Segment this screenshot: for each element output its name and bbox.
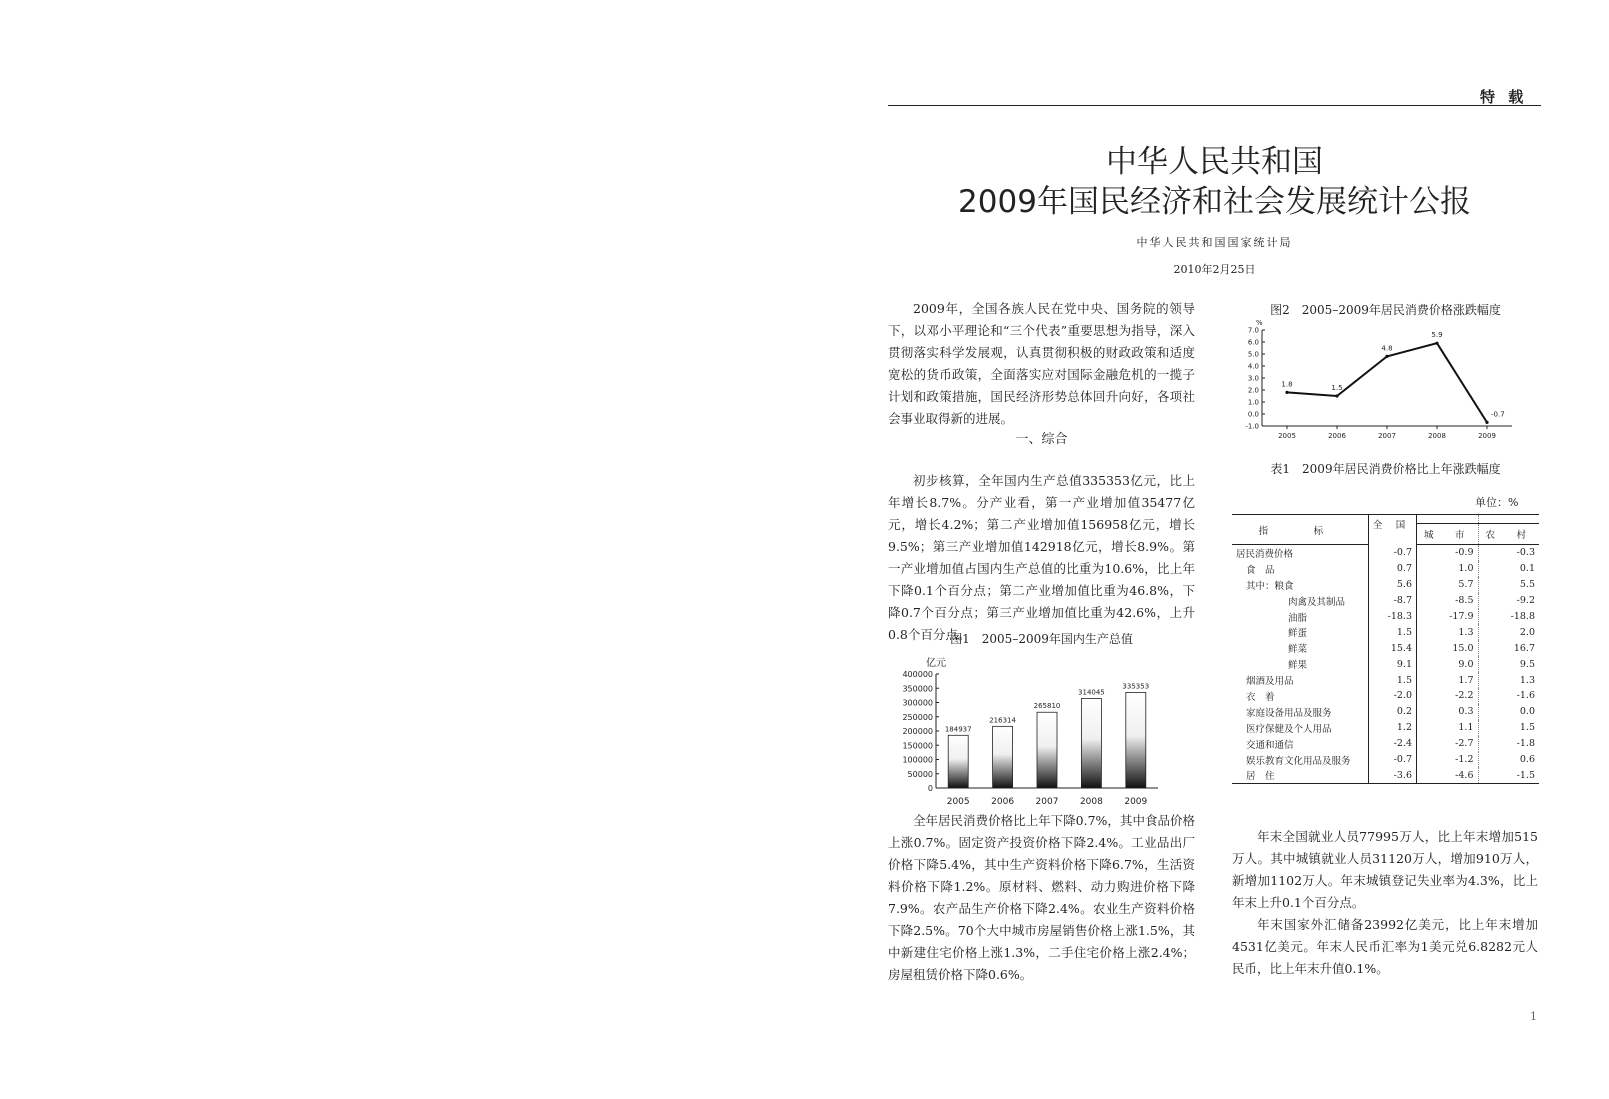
cpi-point <box>1385 355 1388 358</box>
table-row <box>1232 577 1539 593</box>
section-tag: 特 载 <box>1480 88 1528 106</box>
cpi-x-tick-label: 2008 <box>1428 432 1446 440</box>
cell-national: 1.2 <box>1368 720 1416 736</box>
table-row <box>1232 672 1539 688</box>
row-label: 油脂 <box>1232 609 1368 625</box>
table-row <box>1232 656 1539 672</box>
row-label: 居 住 <box>1232 767 1368 783</box>
cell-rural: -1.6 <box>1516 690 1535 702</box>
cell-rural: -1.8 <box>1516 738 1535 750</box>
cpi-y-tick-label: 5.0 <box>1247 350 1259 359</box>
cell-national: 0.2 <box>1368 704 1416 720</box>
table-row <box>1232 609 1539 625</box>
table-row <box>1232 640 1539 656</box>
cell-rural: 5.5 <box>1519 579 1535 591</box>
cell-national: -8.7 <box>1368 593 1416 609</box>
table-row <box>1232 704 1539 720</box>
table-row <box>1232 593 1539 609</box>
gdp-y-tick-label: 400000 <box>902 670 933 679</box>
cell-urban: -2.7 <box>1417 736 1479 752</box>
gdp-bar <box>948 735 968 788</box>
table-row <box>1232 545 1539 561</box>
gdp-bar-value-label: 216314 <box>989 716 1016 725</box>
header-rural: 农 村 <box>1478 524 1539 545</box>
section-heading: 一、综合 <box>1015 432 1068 447</box>
row-label: 肉禽及其制品 <box>1232 593 1368 609</box>
cell-urban: 15.0 <box>1417 640 1479 656</box>
cpi-point <box>1435 342 1438 345</box>
author: 中华人民共和国国家统计局 <box>1136 236 1293 249</box>
header-national: 全 国 <box>1368 515 1416 545</box>
gdp-y-tick-label: 150000 <box>902 741 933 751</box>
gdp-y-tick-label: 200000 <box>902 727 933 736</box>
cpi-x-tick-label: 2005 <box>1278 432 1296 440</box>
row-label: 鲜蛋 <box>1232 624 1368 640</box>
cell-urban: 1.7 <box>1417 672 1479 688</box>
cell-rural: 9.5 <box>1519 658 1535 670</box>
cell-urban: -8.5 <box>1417 593 1479 609</box>
gdp-y-tick-label: 300000 <box>902 698 933 708</box>
cell-national: -18.3 <box>1368 609 1416 625</box>
gdp-x-tick-label: 2006 <box>991 797 1015 807</box>
intro-paragraph: 2009年，全国各族人民在党中央、国务院的领导下，以邓小平理论和“三个代表”重要思想为指导，深入贯彻落实科学发展观，认真贯彻积极的财政政策和适度宽松的货币政策，全面落实应对国际金融危机的一揽子计划和政策措施，国民经济形势总体回升向好，各项社会事业取得新的进展。 <box>888 301 1195 426</box>
cell-national: -2.0 <box>1368 688 1416 704</box>
cell-national: 9.1 <box>1368 656 1416 672</box>
row-label: 居民消费价格 <box>1232 545 1368 561</box>
gdp-x-tick-label: 2008 <box>1079 797 1103 807</box>
cell-national: 15.4 <box>1368 640 1416 656</box>
cpi-x-tick-label: 2009 <box>1478 432 1496 440</box>
cpi-y-tick-label: 2.0 <box>1247 386 1259 395</box>
cpi-value-label: 5.9 <box>1431 331 1443 340</box>
cell-urban: 1.3 <box>1417 624 1479 640</box>
row-label: 医疗保健及个人用品 <box>1232 720 1368 736</box>
header-indicator: 指 标 <box>1232 515 1368 545</box>
gdp-bar-chart <box>888 652 1198 812</box>
cpi-y-tick-label: 6.0 <box>1247 338 1259 347</box>
reserve-paragraph: 年末国家外汇储备23992亿美元，比上年末增加4531亿美元。年末人民币汇率为1美元兑6.8282元人民币，比上年末升值0.1%。 <box>1232 917 1538 976</box>
cpi-point <box>1485 421 1488 424</box>
row-label: 鲜菜 <box>1232 640 1368 656</box>
row-label: 家庭设备用品及服务 <box>1232 704 1368 720</box>
table-row <box>1232 767 1539 783</box>
cell-national: -0.7 <box>1368 752 1416 768</box>
gdp-x-tick-label: 2009 <box>1124 797 1148 807</box>
cpi-y-tick-label: 1.0 <box>1247 398 1259 407</box>
figure1-caption: 图1 2005–2009年国内生产总值 <box>950 632 1133 646</box>
gdp-bar <box>993 726 1013 788</box>
cpi-x-tick-label: 2006 <box>1328 432 1346 440</box>
gdp-y-axis-label: 亿元 <box>926 658 946 669</box>
gdp-y-tick-label: 250000 <box>902 712 933 722</box>
cell-urban: -0.9 <box>1417 545 1479 561</box>
cell-urban: -17.9 <box>1417 609 1479 625</box>
row-label: 鲜果 <box>1232 656 1368 672</box>
table-row <box>1232 624 1539 640</box>
cpi-x-tick-label: 2007 <box>1378 432 1396 440</box>
cell-national: 5.6 <box>1368 577 1416 593</box>
cell-rural: 0.1 <box>1519 563 1535 575</box>
gdp-bar-value-label: 265810 <box>1033 702 1061 711</box>
cpi-y-tick-label: -1.0 <box>1245 422 1259 431</box>
table1-unit: 单位：% <box>1475 496 1519 509</box>
cpi-point <box>1285 391 1288 394</box>
row-label: 烟酒及用品 <box>1232 672 1368 688</box>
gdp-y-tick-label: 50000 <box>907 769 933 779</box>
gdp-y-tick-label: 0 <box>927 784 933 793</box>
cpi-y-axis-label: % <box>1256 319 1263 327</box>
cell-rural: 0.0 <box>1519 706 1535 718</box>
cpi-paragraph: 全年居民消费价格比上年下降0.7%，其中食品价格上涨0.7%。固定资产投资价格下降2.4%。工业品出厂价格下降5.4%，其中生产资料价格下降6.7%，生活资料价格下降1.2%。原材料、燃料、动力购进价格下降7.9%。农产品生产价格下降2.4%。农业生产资料价格下降2.5%。70个大中城市房屋销售价格上涨1.5%，其中新建住宅价格上涨1.3%，二手住宅价格上涨2.4%；房屋租赁价格下降0.6%。 <box>888 813 1195 982</box>
gdp-bar-value-label: 314045 <box>1078 688 1105 697</box>
cell-national: 1.5 <box>1368 624 1416 640</box>
gdp-bar <box>1126 692 1146 788</box>
cell-urban: 1.1 <box>1417 720 1479 736</box>
cell-national: -0.7 <box>1368 545 1416 561</box>
cpi-value-label: 4.8 <box>1381 344 1393 353</box>
cell-rural: 1.5 <box>1519 722 1535 734</box>
gdp-bar <box>1037 712 1057 788</box>
cpi-value-label: 1.8 <box>1281 380 1293 389</box>
cpi-value-label: 1.5 <box>1331 384 1343 392</box>
cell-national: -2.4 <box>1368 736 1416 752</box>
table-row <box>1232 720 1539 736</box>
gdp-bar-value-label: 184937 <box>944 725 972 734</box>
cell-rural: -1.5 <box>1478 767 1539 783</box>
gdp-bar-value-label: 335353 <box>1122 682 1150 691</box>
figure2-caption: 图2 2005–2009年居民消费价格涨跌幅度 <box>1270 303 1501 317</box>
cpi-y-tick-label: 3.0 <box>1247 374 1259 383</box>
table-row <box>1232 736 1539 752</box>
cpi-y-tick-label: 0.0 <box>1247 410 1259 419</box>
cpi-line-chart <box>1232 318 1532 448</box>
row-label: 交通和通信 <box>1232 736 1368 752</box>
cell-urban: 1.0 <box>1417 561 1479 577</box>
gdp-paragraph: 初步核算，全年国内生产总值335353亿元，比上年增长8.7%。分产业看，第一产业增加值35477亿元，增长4.2%；第二产业增加值156958亿元，增长9.5%；第三产业增加值142918亿元，增长8.9%。第一产业增加值占国内生产总值的比重为10.6%，比上年下降0.1个百分点；第二产业增加值比重为46.8%，下降0.7个百分点；第三产业增加值比重为42.6%，上升0.8个百分点。 <box>888 473 1195 642</box>
gdp-x-tick-label: 2007 <box>1035 797 1059 807</box>
cpi-y-tick-label: 4.0 <box>1247 362 1259 371</box>
cpi-y-tick-label: 7.0 <box>1247 326 1259 335</box>
employment-paragraph: 年末全国就业人员77995万人，比上年末增加515万人。其中城镇就业人员31120万人，增加910万人，新增加1102万人。年末城镇登记失业率为4.3%，比上年末上升0.1个百分点。 <box>1232 829 1538 910</box>
cell-rural: 1.3 <box>1519 674 1535 686</box>
cell-rural: -18.8 <box>1510 611 1535 622</box>
publish-date: 2010年2月25日 <box>1173 263 1256 276</box>
cell-national: -3.6 <box>1368 767 1416 783</box>
cpi-table <box>1232 514 1539 784</box>
cell-national: 0.7 <box>1368 561 1416 577</box>
cell-urban: 0.3 <box>1417 704 1479 720</box>
header-rule <box>888 105 1541 106</box>
gdp-y-tick-label: 100000 <box>902 755 933 765</box>
table-row <box>1232 688 1539 704</box>
table1-caption: 表1 2009年居民消费价格比上年涨跌幅度 <box>1270 462 1501 476</box>
cell-national: 1.5 <box>1368 672 1416 688</box>
cell-urban: -4.6 <box>1417 767 1479 783</box>
table-row <box>1232 752 1539 768</box>
cell-urban: 5.7 <box>1417 577 1479 593</box>
page-number: 1 <box>1530 1010 1537 1023</box>
row-label: 食 品 <box>1232 561 1368 577</box>
cpi-point <box>1335 394 1338 397</box>
cell-rural: 0.6 <box>1519 754 1535 766</box>
gdp-bar <box>1081 698 1101 788</box>
cell-urban: -1.2 <box>1417 752 1479 768</box>
row-label: 衣 着 <box>1232 688 1368 704</box>
cell-urban: -2.2 <box>1417 688 1479 704</box>
title-line-2: 2009年国民经济和社会发展统计公报 <box>958 184 1471 220</box>
cell-rural: -0.3 <box>1516 547 1535 559</box>
cpi-value-label: -0.7 <box>1491 410 1505 419</box>
title-line-1: 中华人民共和国 <box>1106 144 1323 180</box>
header-urban: 城 市 <box>1417 524 1479 545</box>
cell-urban: 9.0 <box>1417 656 1479 672</box>
gdp-y-tick-label: 350000 <box>902 684 933 694</box>
cell-rural: -9.2 <box>1516 595 1535 607</box>
row-label: 其中：粮食 <box>1232 577 1368 593</box>
cell-rural: 2.0 <box>1519 626 1535 638</box>
gdp-x-tick-label: 2005 <box>946 797 970 807</box>
row-label: 娱乐教育文化用品及服务 <box>1232 752 1368 768</box>
cell-rural: 16.7 <box>1513 642 1535 654</box>
table-row <box>1232 561 1539 577</box>
